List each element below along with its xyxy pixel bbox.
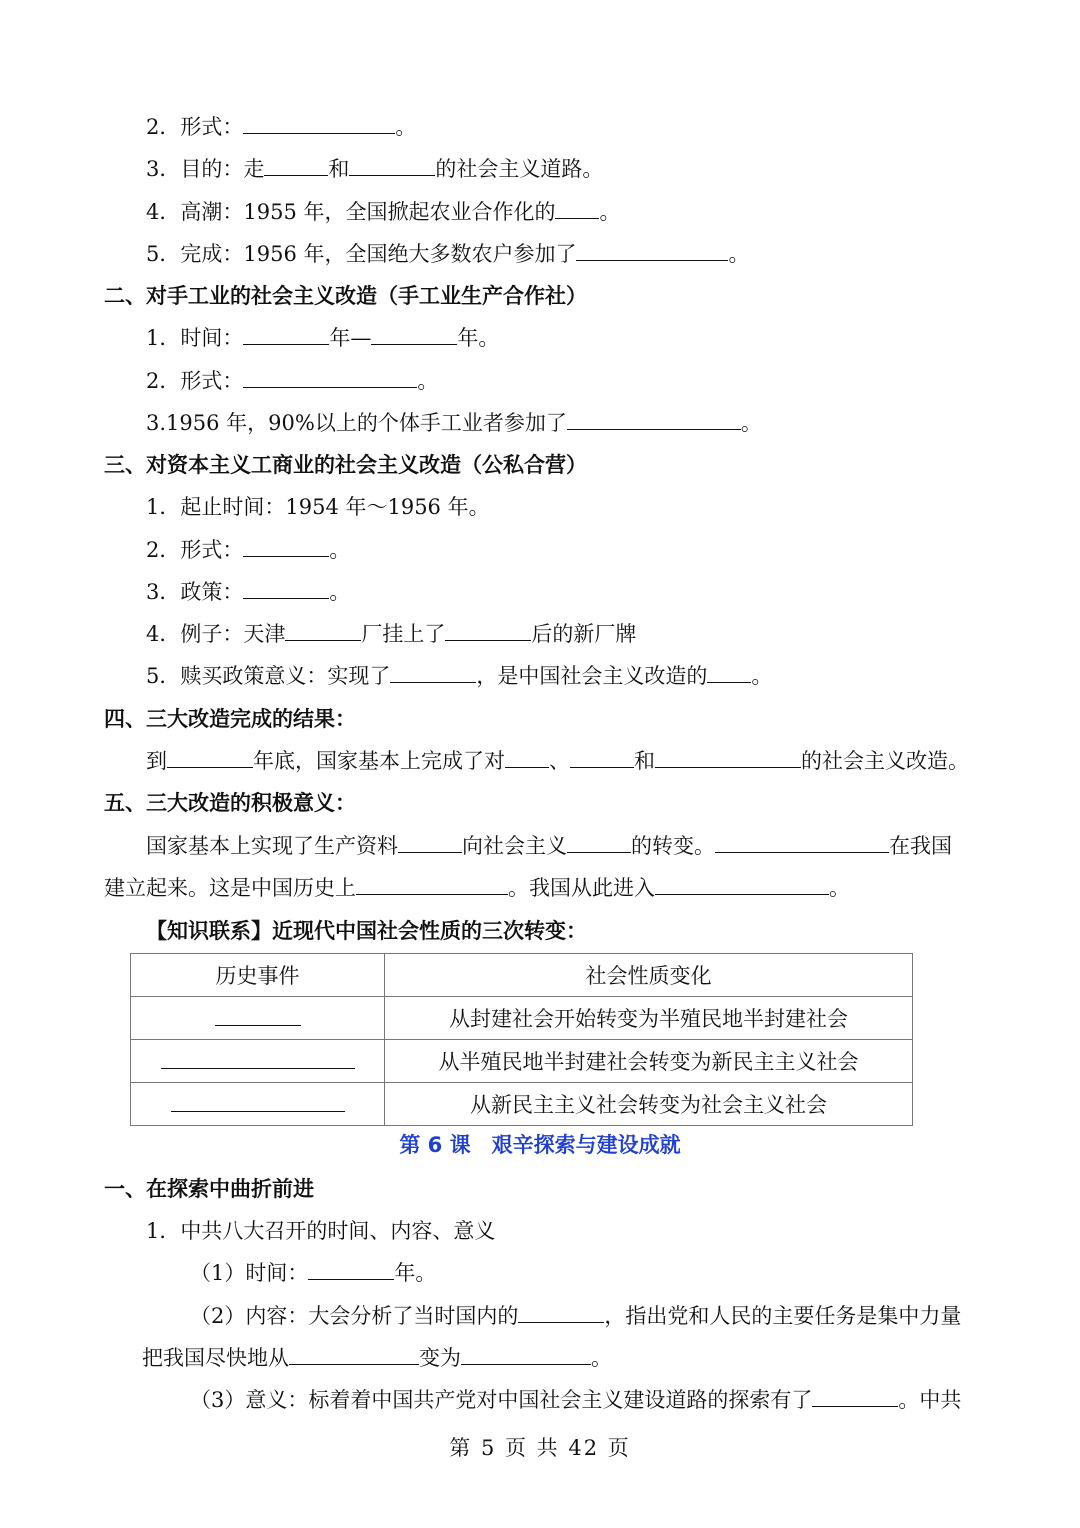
- text-line: 2．形式： 。: [146, 369, 439, 393]
- answer-blank[interactable]: [707, 662, 751, 683]
- table-cell: 从新民主主义社会转变为社会主义社会: [385, 1083, 913, 1126]
- answer-blank[interactable]: [567, 832, 631, 853]
- knowledge-heading: 【知识联系】近现代中国社会性质的三次转变：: [146, 919, 587, 943]
- answer-blank[interactable]: [349, 155, 435, 176]
- text-line: （1）时间： 年。: [190, 1261, 437, 1285]
- answer-blank[interactable]: [518, 1302, 604, 1323]
- answer-blank[interactable]: [567, 409, 741, 430]
- table-header-cell: 历史事件: [131, 954, 385, 997]
- text-line: （3）意义：标着着中国共产党对中国社会主义建设道路的探索有了 。中共: [190, 1388, 962, 1412]
- answer-blank[interactable]: [356, 874, 508, 895]
- answer-blank[interactable]: [655, 874, 829, 895]
- answer-blank[interactable]: [243, 367, 417, 388]
- table-row: [131, 1083, 913, 1126]
- table-cell-blank: [131, 1083, 385, 1126]
- text-line: 把我国尽快地从 变为 。: [142, 1346, 612, 1370]
- section-heading: 二、对手工业的社会主义改造（手工业生产合作社）: [104, 284, 587, 308]
- answer-blank[interactable]: [505, 747, 549, 768]
- text-line: 2．形式： 。: [146, 115, 417, 139]
- text-line: 1．中共八大召开的时间、内容、意义: [146, 1219, 496, 1243]
- text-line: 5．完成：1956 年，全国绝大多数农户参加了 。: [146, 242, 750, 266]
- answer-blank[interactable]: [445, 620, 531, 641]
- section-heading: 一、在探索中曲折前进: [104, 1177, 314, 1201]
- text-line: 5．赎买政策意义：实现了 ，是中国社会主义改造的 。: [146, 664, 773, 688]
- text-line: 4．高潮：1955 年，全国掀起农业合作化的 。: [146, 200, 621, 224]
- text-line: 1．起止时间：1954 年～1956 年。: [146, 495, 490, 519]
- table-cell: 从半殖民地半封建社会转变为新民主主义社会: [385, 1040, 913, 1083]
- table-header-row: [131, 954, 913, 997]
- answer-blank[interactable]: [243, 113, 395, 134]
- table-cell: 从封建社会开始转变为半殖民地半封建社会: [385, 997, 913, 1040]
- text-line: 3．政策： 。: [146, 580, 351, 604]
- text-line: 1．时间： 年— 年。: [146, 326, 500, 350]
- answer-blank[interactable]: [161, 1048, 355, 1069]
- answer-blank[interactable]: [289, 1344, 419, 1365]
- text-line: 4．例子：天津 厂挂上了 后的新厂牌: [146, 622, 637, 646]
- answer-blank[interactable]: [570, 747, 634, 768]
- section-heading: 四、三大改造完成的结果：: [104, 707, 356, 731]
- answer-blank[interactable]: [576, 240, 728, 261]
- page-footer: 第 5 页 共 42 页: [449, 1436, 631, 1460]
- text-line: 建立起来。这是中国历史上 。我国从此进入 。: [104, 876, 850, 900]
- table-row: [131, 1040, 913, 1083]
- table-row: [131, 997, 913, 1040]
- answer-blank[interactable]: [655, 747, 801, 768]
- history-table: [130, 953, 913, 1126]
- answer-blank[interactable]: [371, 324, 457, 345]
- answer-blank[interactable]: [243, 578, 329, 599]
- text-line: （2）内容：大会分析了当时国内的 ，指出党和人民的主要任务是集中力量: [190, 1304, 962, 1328]
- table-cell-blank: [131, 1040, 385, 1083]
- answer-blank[interactable]: [285, 620, 361, 641]
- table-cell-blank: [131, 997, 385, 1040]
- answer-blank[interactable]: [308, 1259, 394, 1280]
- answer-blank[interactable]: [243, 536, 329, 557]
- answer-blank[interactable]: [167, 747, 253, 768]
- lesson-title: 第 6 课 艰辛探索与建设成就: [399, 1133, 681, 1157]
- answer-blank[interactable]: [398, 832, 462, 853]
- answer-blank[interactable]: [812, 1386, 898, 1407]
- section-heading: 五、三大改造的积极意义：: [104, 791, 356, 815]
- text-line: 到 年底，国家基本上完成了对 、 和 的社会主义改造。: [146, 749, 969, 773]
- text-line: 2．形式： 。: [146, 538, 351, 562]
- answer-blank[interactable]: [390, 662, 476, 683]
- text-line: 3．目的：走 和 的社会主义道路。: [146, 157, 604, 181]
- answer-blank[interactable]: [264, 155, 328, 176]
- section-heading: 三、对资本主义工商业的社会主义改造（公私合营）: [104, 453, 587, 477]
- answer-blank[interactable]: [171, 1091, 345, 1112]
- text-line: 国家基本上实现了生产资料 向社会主义 的转变。 在我国: [146, 834, 952, 858]
- answer-blank[interactable]: [215, 1005, 301, 1026]
- answer-blank[interactable]: [243, 324, 329, 345]
- answer-blank[interactable]: [555, 198, 599, 219]
- table-header-cell: 社会性质变化: [385, 954, 913, 997]
- text-line: 3.1956 年，90%以上的个体手工业者参加了 。: [146, 411, 762, 435]
- answer-blank[interactable]: [715, 832, 889, 853]
- answer-blank[interactable]: [461, 1344, 591, 1365]
